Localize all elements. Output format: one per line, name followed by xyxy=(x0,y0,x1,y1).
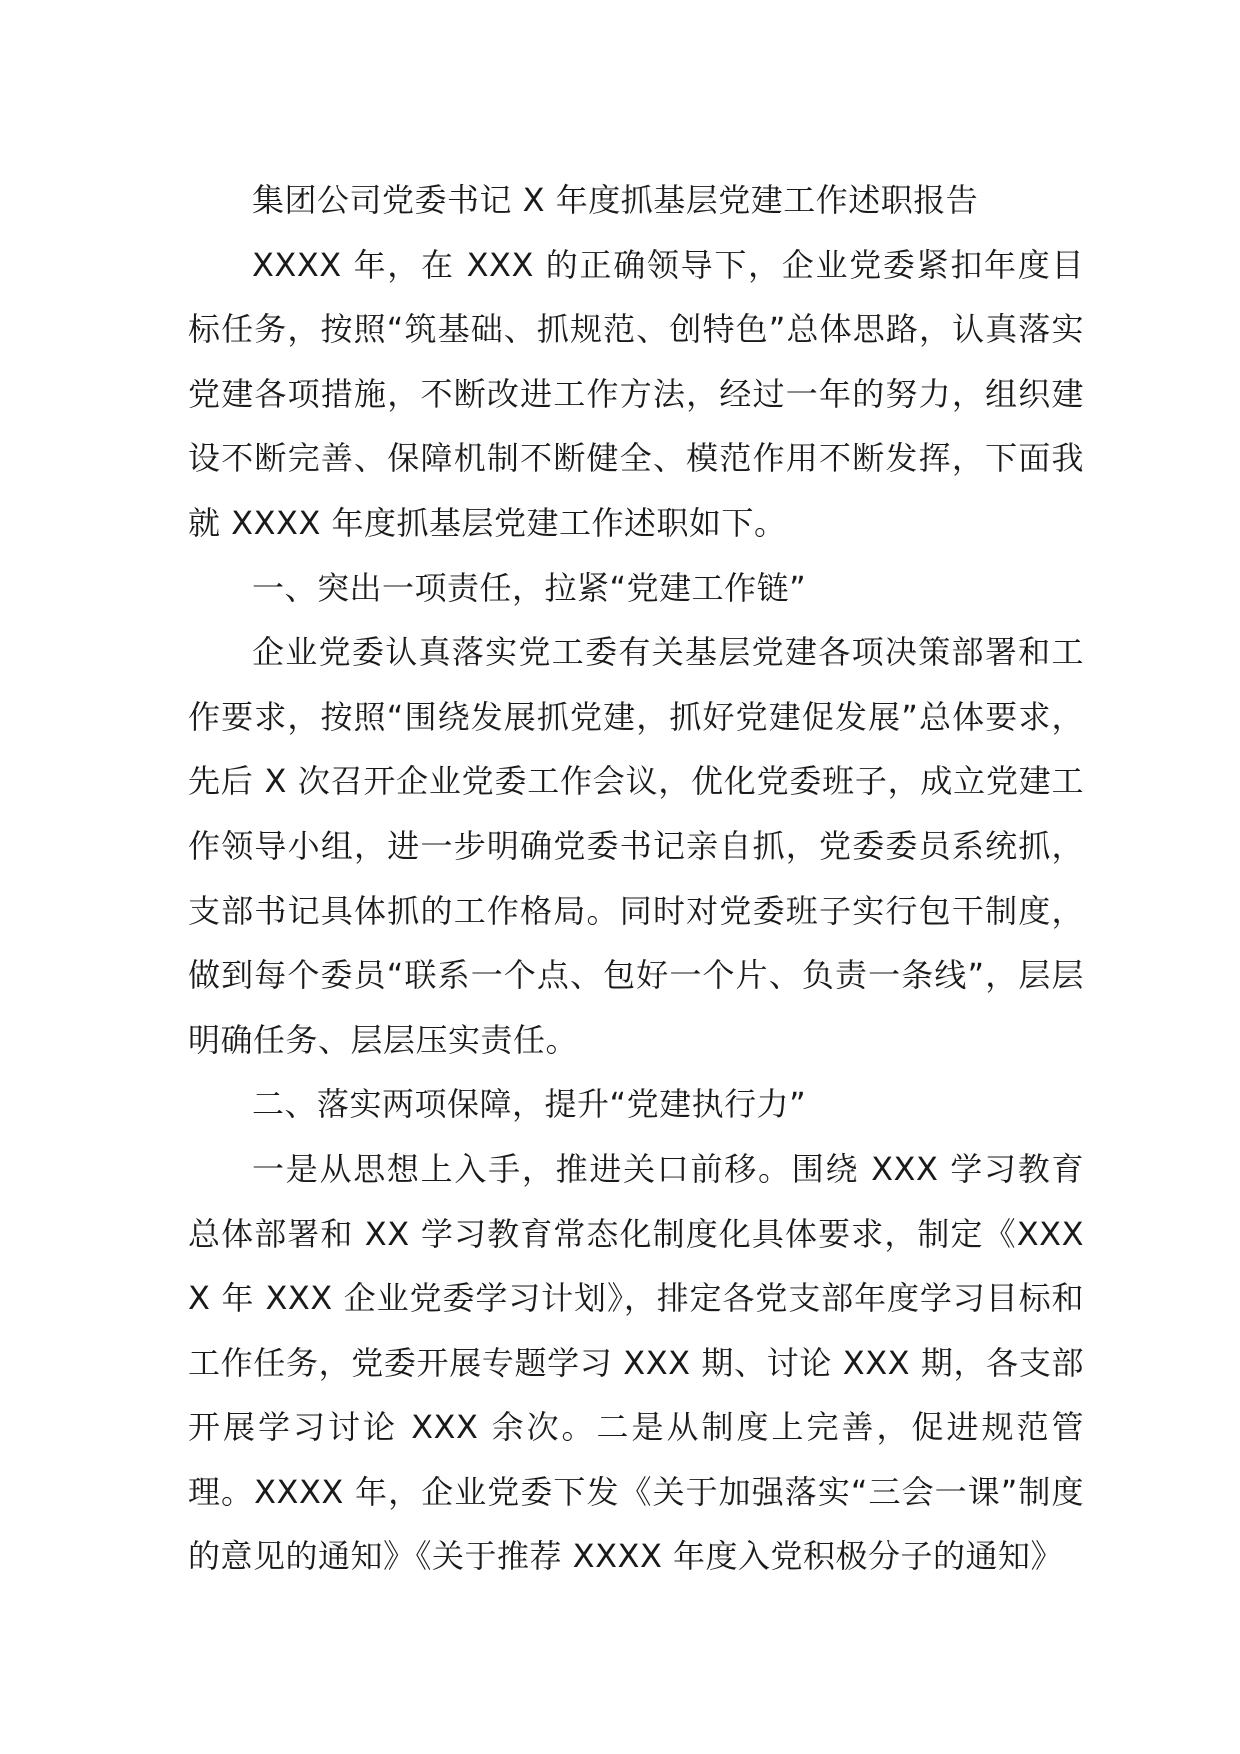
section-1-paragraph: 企业党委认真落实党工委有关基层党建各项决策部署和工作要求，按照“围绕发展抓党建，抓好党建促发展”总体要求，先后 X 次召开企业党委工作会议，优化党委班子，成立党建工作领导小组，进一步明确党委书记亲自抓，党委委员系统抓，支部书记具体抓的工作格局。同时对党委班子实行包干制度，做到每个委员“联系一个点、包好一个片、负责一条线”，层层明确任务、层层压实责任。 xyxy=(188,633,1084,1059)
document-title: 集团公司党委书记 X 年度抓基层党建工作述职报告 xyxy=(252,181,979,219)
section-heading-1: 一、突出一项责任，拉紧“党建工作链” xyxy=(252,568,807,607)
section-heading-2: 二、落实两项保障，提升“党建执行力” xyxy=(252,1085,807,1124)
intro-paragraph: XXXX 年，在 XXX 的正确领导下，企业党委紧扣年度目标任务，按照“筑基础、抓规范、创特色”总体思路，认真落实党建各项措施，不断改进工作方法，经过一年的努力，组织建设不断完善、保障机制不断健全、模范作用不断发挥，下面我就 XXXX 年度抓基层党建工作述职如下。 xyxy=(188,245,1084,542)
document-body xyxy=(188,168,1084,1589)
section-2-paragraph: 一是从思想上入手，推进关口前移。围绕 XXX 学习教育总体部署和 XX 学习教育常态化制度化具体要求，制定《XXXX 年 XXX 企业党委学习计划》，排定各党支部年度学习目标和工作任务，党委开展专题学习 XXX 期、讨论 XXX 期，各支部开展学习讨论 XXX 余次。二是从制度上完善，促进规范管理。XXXX 年，企业党委下发《关于加强落实“三会一课”制度的意见的通知》《关于推荐 XXXX 年度入党积极分子的通知》 xyxy=(188,1149,1084,1576)
